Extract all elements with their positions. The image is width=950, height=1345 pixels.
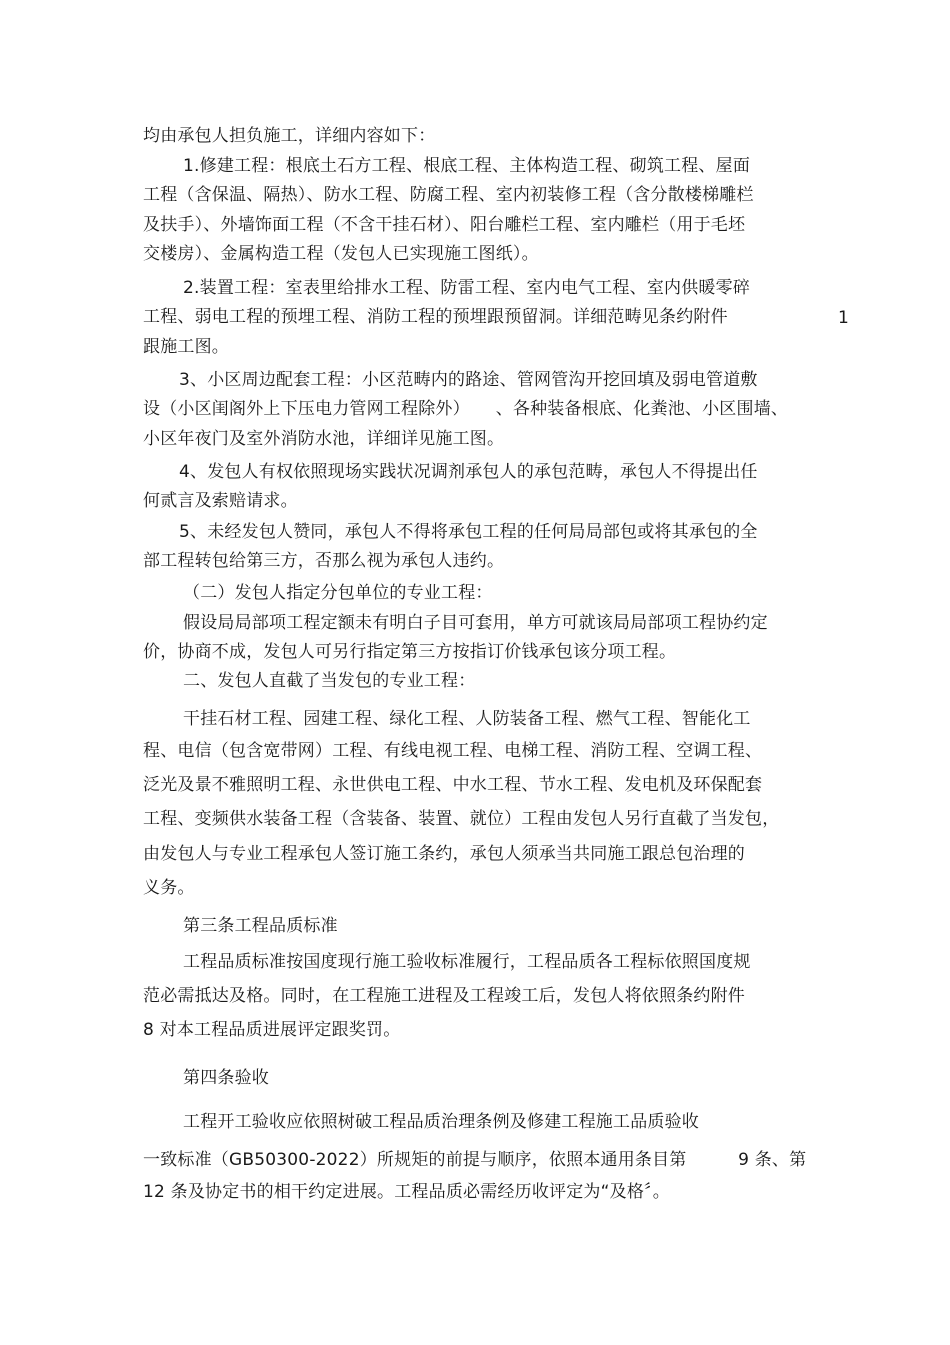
section-heading: 第四条验收: [183, 1068, 269, 1088]
text-line: 交楼房）、金属构造工程（发包人已实现施工图纸）。: [143, 244, 539, 264]
text-line: 4、发包人有权依照现场实践状况调剂承包人的承包范畴，承包人不得提出任: [179, 462, 758, 482]
text-line: 工程、弱电工程的预埋工程、消防工程的预埋跟预留洞。详细范畴见条约附件: [143, 307, 728, 327]
text-line: 工程开工验收应依照树破工程品质治理条例及修建工程施工品质验收: [183, 1112, 699, 1132]
text-line: 工程品质标准按国度现行施工验收标准履行，工程品质各工程标依照国度规: [183, 952, 751, 972]
text-line: 均由承包人担负施工，详细内容如下：: [143, 126, 436, 146]
text-line: 二、发包人直截了当发包的专业工程：: [183, 671, 476, 691]
text-line: 一致标准（GB50300-2022）所规矩的前提与顺序，依照本通用条目第 9 条、第: [143, 1150, 807, 1170]
page-number: 1: [838, 308, 849, 328]
text-line: 由发包人与专业工程承包人签订施工条约，承包人须承当共同施工跟总包治理的: [143, 844, 745, 864]
text-line: （二）发包人指定分包单位的专业工程：: [183, 583, 493, 603]
text-line: 3、小区周边配套工程：小区范畴内的路途、管网管沟开挖回填及弱电管道敷: [179, 370, 758, 390]
text-line: 程、电信（包含宽带网）工程、有线电视工程、电梯工程、消防工程、空调工程、: [143, 741, 763, 761]
text-line: 5、未经发包人赞同，承包人不得将承包工程的任何局局部包或将其承包的全: [179, 522, 758, 542]
text-line: 2.装置工程：室表里给排水工程、防雷工程、室内电气工程、室内供暖零碎: [183, 278, 751, 298]
text-line: 范必需抵达及格。同时，在工程施工进程及工程竣工后，发包人将依照条约附件: [143, 986, 745, 1006]
text-line: 部工程转包给第三方，否那么视为承包人违约。: [143, 551, 505, 571]
text-line: 泛光及景不雅照明工程、永世供电工程、中水工程、节水工程、发电机及环保配套: [143, 775, 763, 795]
text-line: 干挂石材工程、园建工程、绿化工程、人防装备工程、燃气工程、智能化工: [183, 709, 751, 729]
text-line: 8 对本工程品质进展评定跟奖罚。: [143, 1020, 401, 1040]
text-line: 及扶手）、外墙饰面工程（不含干挂石材）、阳台雕栏工程、室内雕栏（用于毛坯: [143, 215, 746, 235]
text-line: 跟施工图。: [143, 337, 229, 357]
text-line: 何贰言及索赔请求。: [143, 491, 298, 511]
text-line: 设（小区闺阁外上下压电力管网工程除外） 、各种装备根底、化粪池、小区围墙、: [143, 399, 789, 419]
text-line: 小区年夜门及室外消防水池，详细详见施工图。: [143, 429, 505, 449]
text-line: 工程、变频供水装备工程（含装备、装置、就位）工程由发包人另行直截了当发包，: [143, 809, 780, 829]
text-line: 价，协商不成，发包人可另行指定第三方按指订价钱承包该分项工程。: [143, 642, 677, 662]
section-heading: 第三条工程品质标准: [183, 916, 338, 936]
text-line: 1.修建工程：根底土石方工程、根底工程、主体构造工程、砌筑工程、屋面: [183, 156, 751, 176]
text-line: 义务。: [143, 878, 195, 898]
text-line: 工程（含保温、隔热）、防水工程、防腐工程、室内初装修工程（含分散楼梯雕栏: [143, 185, 754, 205]
text-line: 假设局局部项工程定额未有明白子目可套用，单方可就该局局部项工程协约定: [183, 613, 768, 633]
text-line: 12 条及协定书的相干约定进展。工程品质必需经历收评定为“及格〞。: [143, 1182, 670, 1202]
